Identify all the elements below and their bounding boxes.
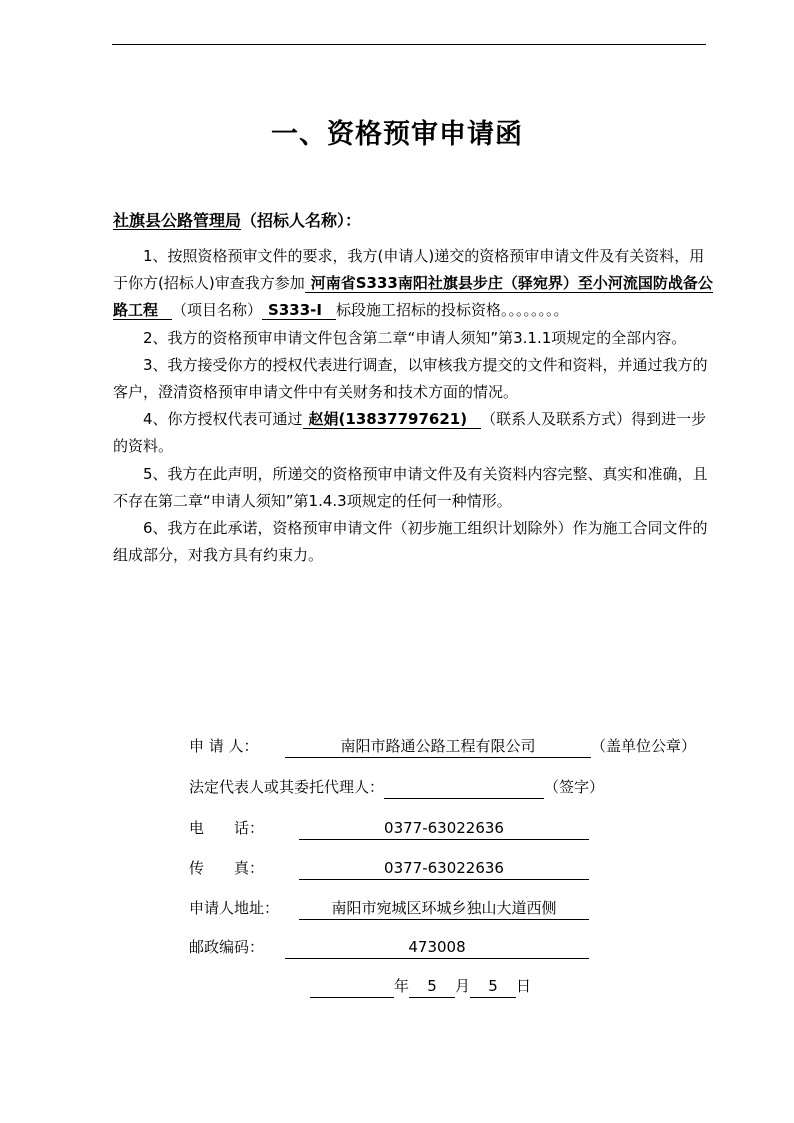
addressee-line <box>113 208 361 231</box>
project-name-field: 河南省S333南阳社旗县步庄（驿宛界）至小河流国防战备公路工程 <box>113 274 713 320</box>
applicant-label: 申 请 人： <box>189 737 259 755</box>
header-rule <box>112 44 706 45</box>
date-row <box>310 974 531 998</box>
month-label: 月 <box>455 977 471 995</box>
year-label: 年 <box>394 977 410 995</box>
representative-label: 法定代表人或其委托代理人： <box>189 778 385 796</box>
phone-row <box>189 816 589 840</box>
phone-field: 0377-63022636 <box>299 817 589 840</box>
representative-note: （签字） <box>544 778 605 796</box>
paragraph-3: 3、我方接受你方的授权代表进行调查，以审核我方提交的文件和资料，并通过我方的客户，澄清资格预审申请文件中有关财务和技术方面的情况。 <box>113 355 708 402</box>
section-field: S333-I <box>262 301 336 320</box>
address-row <box>189 896 589 920</box>
postcode-label: 邮政编码： <box>189 938 265 956</box>
fax-label: 传 真： <box>189 859 265 877</box>
paragraph-4: 4、你方授权代表可通过 赵娟(13837797621) （联系人及联系方式）得到进一步的资料。 <box>113 410 707 456</box>
applicant-field: 南阳市路通公路工程有限公司 <box>285 735 591 758</box>
applicant-note: （盖单位公章） <box>591 737 697 755</box>
applicant-row <box>189 734 696 758</box>
year-field <box>310 975 394 998</box>
fax-field: 0377-63022636 <box>299 857 589 880</box>
representative-field <box>384 776 544 799</box>
paragraph-2: 2、我方的资格预审申请文件包含第二章“申请人须知”第3.1.1项规定的全部内容。 <box>143 328 687 347</box>
tenderer-name: 社旗县公路管理局 <box>113 211 242 230</box>
day-label: 日 <box>516 977 532 995</box>
postcode-field: 473008 <box>285 936 589 959</box>
paragraph-5: 5、我方在此声明，所递交的资格预审申请文件及有关资料内容完整、真实和准确，且不存在第二章“申请人须知”第1.4.3项规定的任何一种情形。 <box>113 464 708 510</box>
paragraph-6: 6、我方在此承诺，资格预审申请文件（初步施工组织计划除外）作为施工合同文件的组成部分，对我方具有约束力。 <box>113 519 708 565</box>
address-field: 南阳市宛城区环城乡独山大道西侧 <box>299 897 589 920</box>
address-label: 申请人地址： <box>189 899 280 917</box>
day-field: 5 <box>470 975 516 998</box>
tenderer-name-suffix: （招标人名称）： <box>241 211 362 230</box>
phone-label: 电 话： <box>189 819 265 837</box>
contact-field: 赵娟(13837797621) <box>303 410 482 429</box>
letter-body <box>113 243 713 569</box>
postcode-row <box>189 935 589 959</box>
month-field: 5 <box>409 975 455 998</box>
fax-row <box>189 856 589 880</box>
representative-row <box>189 775 604 799</box>
paragraph-1: 1、按照资格预审文件的要求，我方(申请人)递交的资格预审申请文件及有关资料，用于你方(招标人)审查我方参加 河南省S333南阳社旗县步庄（驿宛界）至小河流国防战备公路工程 （项目名称） S333-I 标段施工招标的投标资格。。。。。。。。 <box>113 247 713 320</box>
page-title: 一、资格预审申请函 <box>271 119 523 150</box>
